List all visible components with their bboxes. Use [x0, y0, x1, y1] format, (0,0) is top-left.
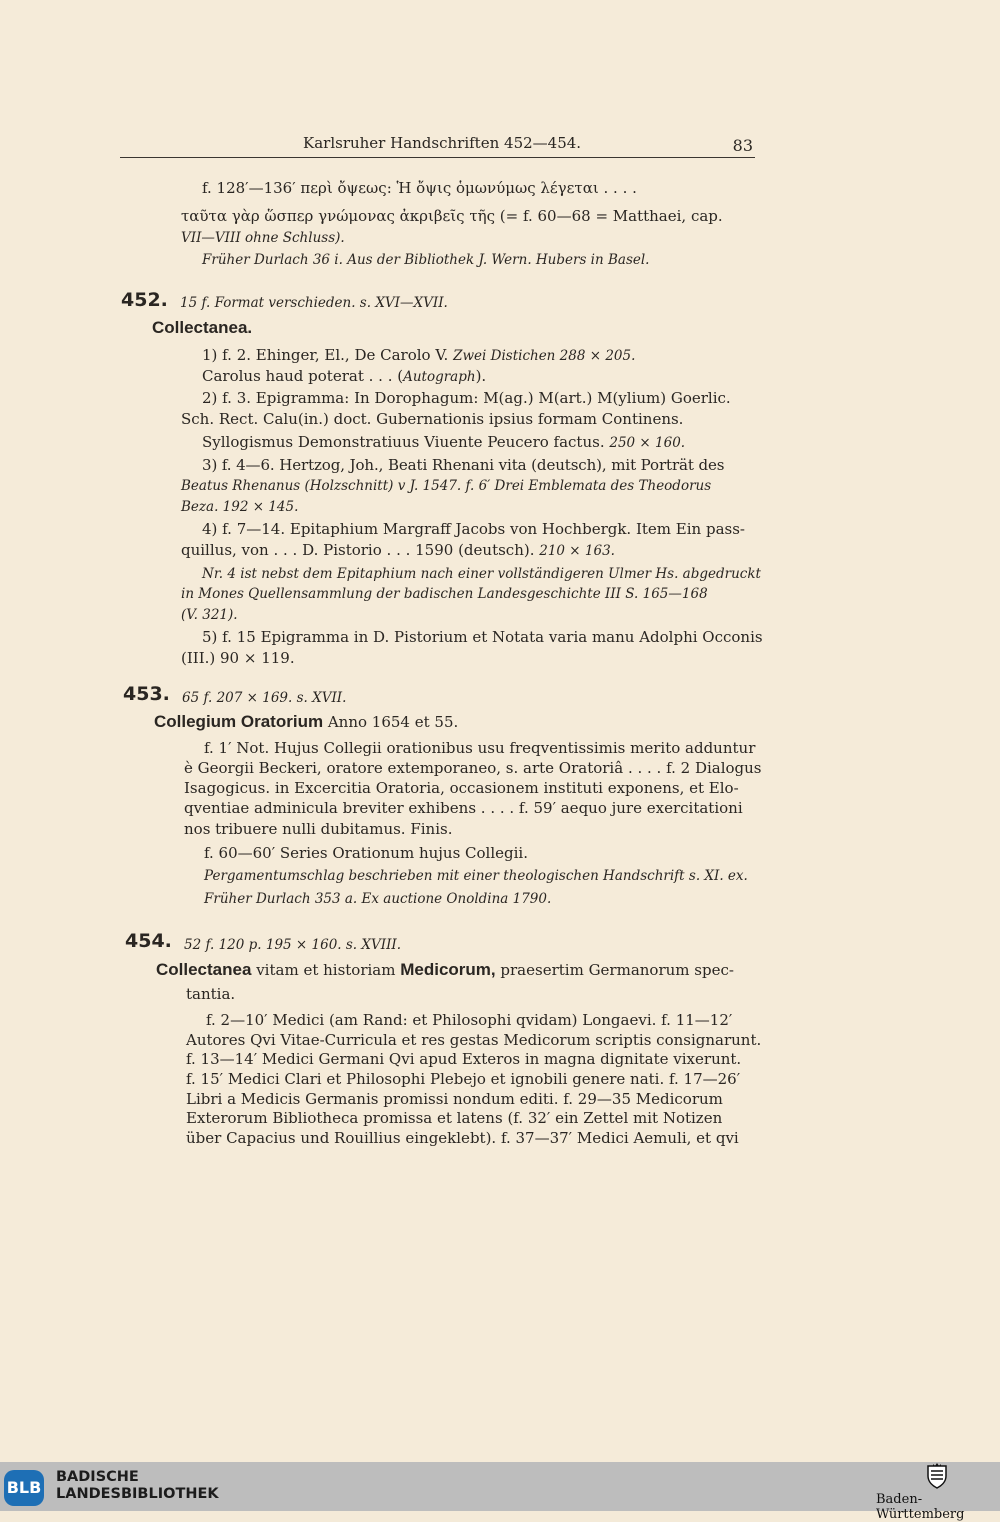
- page-number: 83: [732, 136, 753, 155]
- library-name[interactable]: BADISCHE LANDESBIBLIOTHEK: [56, 1469, 219, 1502]
- running-title: Karlsruher Handschriften 452—454.: [303, 134, 582, 152]
- entry-452-number: 452.: [121, 289, 168, 311]
- entry-452-item-1: 1) f. 2. Ehinger, El., De Carolo V. Zwei Distichen 288 × 205.: [202, 346, 636, 364]
- entry-452-note: Nr. 4 ist nebst dem Epitaphium nach einer vollständigeren Ulmer Hs. abgedruckt: [202, 566, 761, 582]
- entry-454-text-2: Autores Qvi Vitae-Curricula et res gestas Medicorum scriptis consignarunt.: [186, 1031, 762, 1049]
- entry-453-text-1: f. 1′ Not. Hujus Collegii orationibus usu freqventissimis merito adduntur: [204, 739, 756, 757]
- entry-452-item-2: 2) f. 3. Epigramma: In Dorophagum: M(ag.) M(art.) M(ylium) Goerlic.: [202, 389, 731, 407]
- entry-453-text-6: f. 60—60′ Series Orationum hujus Collegii.: [204, 844, 528, 862]
- entry-454-title-line: Collectanea vitam et historiam Medicorum, praesertim Germanorum spec-: [156, 960, 734, 979]
- entry-454-meta: 52 f. 120 p. 195 × 160. s. XVIII.: [184, 937, 402, 953]
- entry-452-item-4: 4) f. 7—14. Epitaphium Margraff Jacobs von Hochbergk. Item Ein pass-: [202, 520, 745, 538]
- entry-453-text-3: Isagogicus. in Excercitia Oratoria, occasionem instituti exponens, et Elo-: [184, 779, 739, 797]
- entry-454-title-1: Collectanea: [156, 960, 252, 979]
- running-header: [120, 133, 755, 158]
- entry-454-text-3: f. 13—14′ Medici Germani Qvi apud Exteros in magna dignitate vixerunt.: [186, 1050, 742, 1068]
- entry-452-item-4-cont: quillus, von . . . D. Pistorio . . . 1590 (deutsch). 210 × 163.: [181, 541, 615, 559]
- entry-454-text-5: Libri a Medicis Germanis promissi nondum editi. f. 29—35 Medicorum: [186, 1090, 723, 1108]
- entry-452-item-2-syllogism: Syllogismus Demonstratiuus Viuente Peucero factus. 250 × 160.: [202, 433, 686, 451]
- entry-454-title-2: Medicorum,: [400, 960, 496, 979]
- entry-454-text-1: f. 2—10′ Medici (am Rand: et Philosophi qvidam) Longaevi. f. 11—12′: [206, 1011, 733, 1029]
- entry-453-number: 453.: [123, 683, 170, 705]
- entry-452-item-3-cont: Beatus Rhenanus (Holzschnitt) v J. 1547. f. 6′ Drei Emblemata des Theodorus: [181, 478, 712, 494]
- entry-452-item-3: 3) f. 4—6. Hertzog, Joh., Beati Rhenani vita (deutsch), mit Porträt des: [202, 456, 725, 474]
- entry-453-note: Pergamentumschlag beschrieben mit einer theologischen Handschrift s. XI. ex.: [204, 868, 748, 884]
- entry-452-note-cont: in Mones Quellensammlung der badischen Landesgeschichte III S. 165—168: [181, 586, 708, 602]
- footer-bar: [0, 1462, 1000, 1522]
- entry-453-title: Collegium Oratorium: [154, 712, 324, 731]
- entry-453-provenance: Früher Durlach 353 a. Ex auctione Onoldina 1790.: [204, 891, 552, 907]
- entry-452-item-1-incipit: Carolus haud poterat . . . (Autograph).: [202, 367, 487, 385]
- entry-453-title-line: Collegium Oratorium Anno 1654 et 55.: [154, 712, 459, 731]
- blb-logo[interactable]: BLB: [4, 1470, 44, 1506]
- entry-453-meta: 65 f. 207 × 169. s. XVII.: [182, 690, 347, 706]
- coat-of-arms-icon: [926, 1463, 948, 1489]
- entry-454-text-6: Exterorum Bibliotheca promissa et latens (f. 32′ ein Zettel mit Notizen: [186, 1109, 723, 1127]
- entry-454-text-7: über Capacius und Rouillius eingeklebt). f. 37—37′ Medici Aemuli, et qvi: [186, 1129, 739, 1147]
- prev-provenance: Früher Durlach 36 i. Aus der Bibliothek J. Wern. Hubers in Basel.: [202, 252, 650, 268]
- entry-452-item-2-cont: Sch. Rect. Calu(in.) doct. Gubernationis ipsius formam Continens.: [181, 410, 684, 428]
- prev-line-1: f. 128′—136′ περὶ ὄψεως: Ἡ ὄψις ὁμωνύμως λέγεται . . . .: [202, 179, 637, 197]
- entry-452-item-3-dim: Beza. 192 × 145.: [181, 499, 299, 515]
- entry-454-number: 454.: [125, 930, 172, 952]
- entry-454-title-cont: tantia.: [186, 985, 236, 1003]
- entry-452-item-5-cont: (III.) 90 × 119.: [181, 649, 295, 667]
- entry-454-text-4: f. 15′ Medici Clari et Philosophi Plebejo et ignobili genere nati. f. 17—26′: [186, 1070, 741, 1088]
- entry-452-title: Collectanea.: [152, 318, 253, 337]
- entry-452-meta: 15 f. Format verschieden. s. XVI—XVII.: [180, 295, 448, 311]
- prev-line-3: VII—VIII ohne Schluss).: [181, 230, 345, 246]
- prev-line-2: ταῦτα γὰρ ὥσπερ γνώμονας ἀκριβεῖς τῆς (= f. 60—68 = Matthaei, cap.: [181, 207, 723, 225]
- entry-452-note-ref: (V. 321).: [181, 607, 238, 623]
- entry-453-text-2: è Georgii Beckeri, oratore extemporaneo, s. arte Oratoriâ . . . . f. 2 Dialogus: [184, 759, 762, 777]
- state-label[interactable]: Baden-Württemberg: [876, 1492, 965, 1522]
- entry-452-item-5: 5) f. 15 Epigramma in D. Pistorium et Notata varia manu Adolphi Occonis: [202, 628, 763, 646]
- entry-453-text-5: nos tribuere nulli dubitamus. Finis.: [184, 820, 453, 838]
- entry-453-text-4: qventiae adminicula breviter exhibens . . . . f. 59′ aequo jure exercitationi: [184, 799, 743, 817]
